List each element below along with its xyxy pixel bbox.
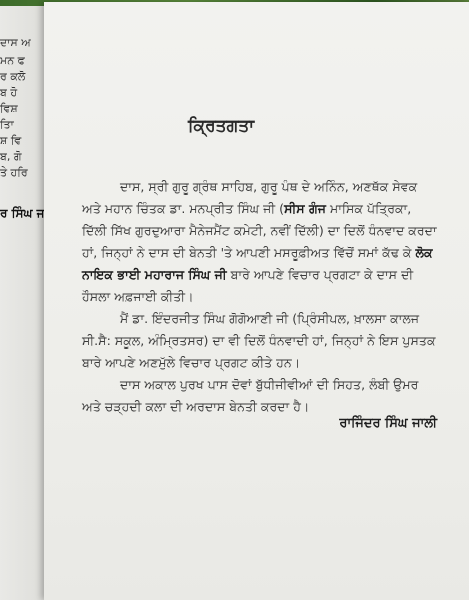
paragraph-3: ਦਾਸ ਅਕਾਲ ਪੁਰਖ ਪਾਸ ਦੋਵਾਂ ਬੁੱਧੀਜੀਵੀਆਂ ਦੀ ਸਿਹਤ, ਲੰਬੀ ਉਮਰ ਅਤੇ ਚੜ੍ਹਦੀ ਕਲਾ ਦੀ ਅਰਦਾਸ ਬੇਨਤੀ ਕਰਦਾ ਹੈ। [82,377,419,414]
paragraph-1-text: ਦਾਸ, ਸ੍ਰੀ ਗੁਰੂ ਗ੍ਰੰਥ ਸਾਹਿਬ, ਗੁਰੂ ਪੰਥ ਦੇ ਅਨਿੰਨ, ਅਣਥੱਕ ਸੇਵਕ ਅਤੇ ਮਹਾਨ ਚਿੰਤਕ ਡਾ. ਮਨਪ੍ਰੀਤ ਸਿੰਘ ਜੀ ( [82,179,418,216]
acknowledgement-body [82,176,437,418]
book-subject-name: ਲੋਕ ਨਾਇਕ ਭਾਈ ਮਹਾਰਾਜ ਸਿੰਘ ਜੀ [82,245,433,282]
left-page-text: ਤੇ ਹਰਿ [0,166,28,179]
left-page-text: ਬ ਹੋ [0,86,18,99]
page-title: ਕ੍ਰਿਤਗਤਾ [188,116,255,136]
author-signature: ਰਾਜਿੰਦਰ ਸਿੰਘ ਜਾਲੀ [339,416,437,431]
paragraph-1-text: ਮਾਸਿਕ ਪੱਤ੍ਰਿਕਾ, ਦਿੱਲੀ ਸਿੱਖ ਗੁਰਦੁਆਰਾ ਮੈਨੇਜਮੈਂਟ ਕਮੇਟੀ, ਨਵੀਂ ਦਿੱਲੀ) ਦਾ ਦਿਲੋਂ ਧੰਨਵਾਦ ਕਰਦਾ ਹਾਂ, ਜਿਨ੍ਹਾਂ ਨੇ ਦਾਸ ਦੀ ਬੇਨਤੀ 'ਤੇ ਆਪਣੀ ਮਸਰੂਫ਼ੀਅਤ ਵਿੱਚੋਂ ਸਮਾਂ ਕੱਢ ਕੇ [82,201,437,260]
left-page-text: ਵਿਸ਼ [0,102,18,115]
paragraph-1-text: ਬਾਰੇ ਆਪਣੇ ਵਿਚਾਰ ਪ੍ਰਗਟਾ ਕੇ ਦਾਸ ਦੀ ਹੌਸਲਾ ਅਫ਼ਜਾਈ ਕੀਤੀ। [82,267,414,304]
paragraph-1 [82,176,437,308]
paragraph-2: ਮੈਂ ਡਾ. ਇੰਦਰਜੀਤ ਸਿੰਘ ਗੋਗੋਆਣੀ ਜੀ (ਪ੍ਰਿੰਸੀਪਲ, ਖ਼ਾਲਸਾ ਕਾਲਜ ਸੀ.ਸੈ: ਸਕੂਲ, ਅੰਮ੍ਰਿਤਸਰ) ਦਾ ਵੀ ਦਿਲੋਂ ਧੰਨਵਾਦੀ ਹਾਂ, ਜਿਨ੍ਹਾਂ ਨੇ ਇਸ ਪੁਸਤਕ ਬਾਰੇ ਆਪਣੇ ਅਣਮੁੱਲੇ ਵਿਚਾਰ ਪ੍ਰਗਟ ਕੀਤੇ ਹਨ। [82,311,436,370]
left-page-signature: ਰ ਸਿੰਘ ਜ [0,206,45,220]
left-page-text: ਬ, ਗੋ [0,150,22,163]
left-page-text: ਦਾਸ ਅ [0,36,31,49]
left-page-text: ਰ ਕਲੋ [0,70,26,83]
left-page-text: ਮਨ ਫ [0,54,25,67]
magazine-name: ਸੀਸ ਗੰਜ [284,201,327,216]
left-page-text: ਸ਼ ਵਿ [0,134,22,147]
left-page-text: ਤਿਾ [0,118,14,131]
